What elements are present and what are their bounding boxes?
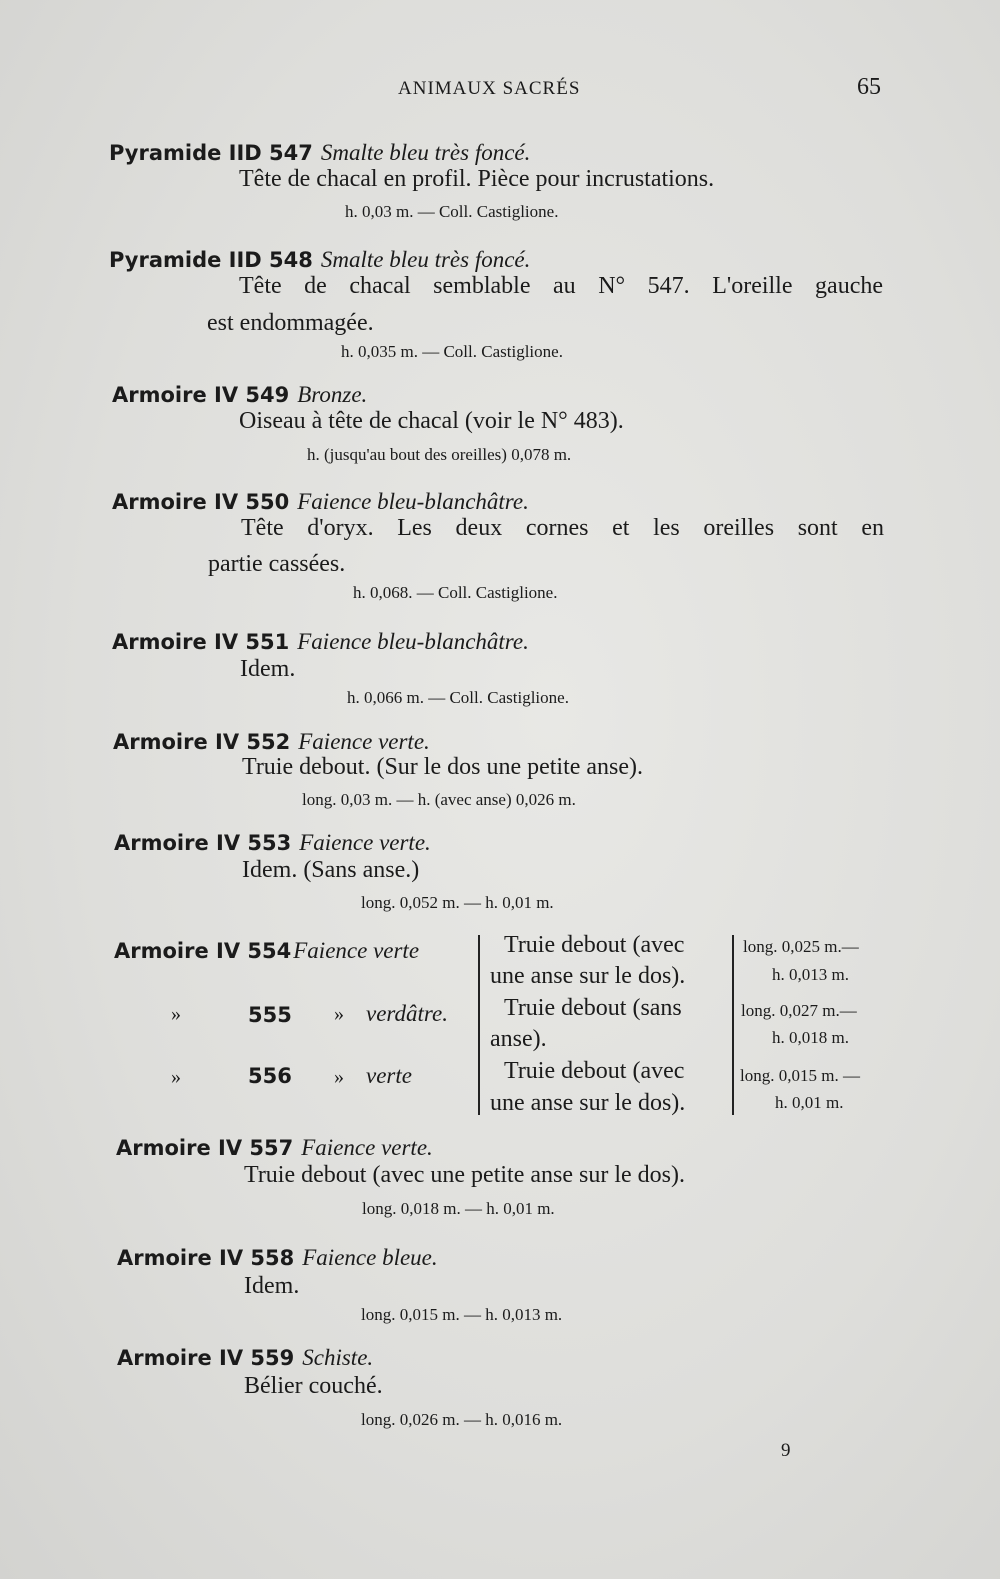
bracket-right: [732, 935, 734, 1115]
entry-number: 555: [248, 1003, 292, 1027]
entry-description-cont: anse).: [490, 1026, 547, 1052]
entry-location: Armoire IV 550: [112, 490, 290, 514]
entry-material: Faience bleue.: [302, 1245, 438, 1270]
entry-description: Bélier couché.: [244, 1373, 383, 1399]
entry-dimensions: long. 0,025 m.—: [743, 937, 859, 956]
ditto-mark: »: [171, 1003, 181, 1025]
entry-material: verte: [366, 1063, 412, 1088]
entry-description: Truie debout. (Sur le dos une petite anse).: [242, 754, 644, 780]
signature-mark: 9: [781, 1440, 791, 1461]
entry-description: Idem.: [240, 656, 296, 682]
entry-dimensions: h. 0,068. — Coll. Castiglione.: [353, 583, 558, 602]
entry-material: verdâtre.: [366, 1001, 448, 1026]
entry-location: Armoire IV 551: [112, 630, 290, 654]
entry-description-cont: une anse sur le dos).: [490, 963, 686, 989]
entry-location: Armoire IV 557: [116, 1136, 294, 1160]
entry-material: Faience bleu-blanchâtre.: [297, 629, 529, 654]
entry-description: Tête d'oryx. Les deux cornes et les oreilles sont en: [241, 515, 884, 541]
entry-description: Idem. (Sans anse.): [242, 857, 420, 883]
entry-description: Truie debout (avec une petite anse sur le dos).: [244, 1162, 685, 1188]
entry-location: Armoire IV 553: [114, 831, 292, 855]
entry-material: Faience verte.: [298, 729, 430, 754]
entry-description: Truie debout (avec: [504, 1058, 685, 1084]
entry-dimensions: long. 0,052 m. — h. 0,01 m.: [361, 893, 554, 912]
entry-dimensions: long. 0,018 m. — h. 0,01 m.: [362, 1199, 555, 1218]
entry-material: Smalte bleu très foncé.: [320, 247, 531, 272]
entry-dimensions-cont: h. 0,018 m.: [772, 1028, 849, 1047]
entry-dimensions: long. 0,015 m. — h. 0,013 m.: [361, 1305, 563, 1324]
page-number: 65: [857, 74, 881, 100]
entry-dimensions: h. 0,066 m. — Coll. Castiglione.: [347, 688, 569, 707]
entry-material: Smalte bleu très foncé.: [320, 140, 531, 165]
entry-material: Schiste.: [302, 1345, 374, 1370]
entry-material: Faience verte.: [299, 830, 431, 855]
entry-description-cont: est endommagée.: [207, 310, 374, 336]
entry-material: Bronze.: [297, 382, 368, 407]
entry-description: Truie debout (avec: [504, 932, 685, 958]
entry-location: Armoire IV 559: [117, 1346, 295, 1370]
entry-dimensions: h. 0,03 m. — Coll. Castiglione.: [345, 202, 559, 221]
entry-location: Armoire IV 554: [114, 939, 292, 963]
entry-dimensions: h. (jusqu'au bout des oreilles) 0,078 m.: [307, 445, 572, 464]
entry-dimensions: long. 0,015 m. —: [740, 1066, 860, 1085]
entry-dimensions-cont: h. 0,01 m.: [775, 1093, 844, 1112]
ditto-mark: »: [334, 1003, 344, 1025]
entry-material: Faience verte.: [301, 1135, 433, 1160]
entry-description-cont: une anse sur le dos).: [490, 1090, 686, 1116]
entry-location: Armoire IV 549: [112, 383, 290, 407]
entry-number: 556: [248, 1064, 292, 1088]
entry-material: Faience bleu-blanchâtre.: [297, 489, 529, 514]
entry-dimensions: h. 0,035 m. — Coll. Castiglione.: [341, 342, 563, 361]
entry-dimensions-cont: h. 0,013 m.: [772, 965, 849, 984]
bracket-left: [478, 935, 480, 1115]
entry-location: Armoire IV 552: [113, 730, 291, 754]
entry-description: Idem.: [244, 1273, 300, 1299]
entry-dimensions: long. 0,027 m.—: [741, 1001, 857, 1020]
entry-description: Tête de chacal en profil. Pièce pour incrustations.: [239, 166, 715, 192]
entry-location: Armoire IV 558: [117, 1246, 295, 1270]
entry-dimensions: long. 0,026 m. — h. 0,016 m.: [361, 1410, 563, 1429]
running-header: ANIMAUX SACRÉS: [398, 78, 581, 99]
entry-location: Pyramide IID 547: [109, 141, 313, 165]
entry-description-cont: partie cassées.: [208, 551, 346, 577]
ditto-mark: »: [171, 1066, 181, 1088]
entry-dimensions: long. 0,03 m. — h. (avec anse) 0,026 m.: [302, 790, 576, 809]
entry-material: Faience verte: [293, 938, 420, 963]
entry-description: Tête de chacal semblable au N° 547. L'oreille gauche: [239, 273, 883, 299]
entry-description: Oiseau à tête de chacal (voir le N° 483).: [239, 408, 624, 434]
ditto-mark: »: [334, 1066, 344, 1088]
entry-description: Truie debout (sans: [504, 995, 682, 1021]
entry-location: Pyramide IID 548: [109, 248, 313, 272]
